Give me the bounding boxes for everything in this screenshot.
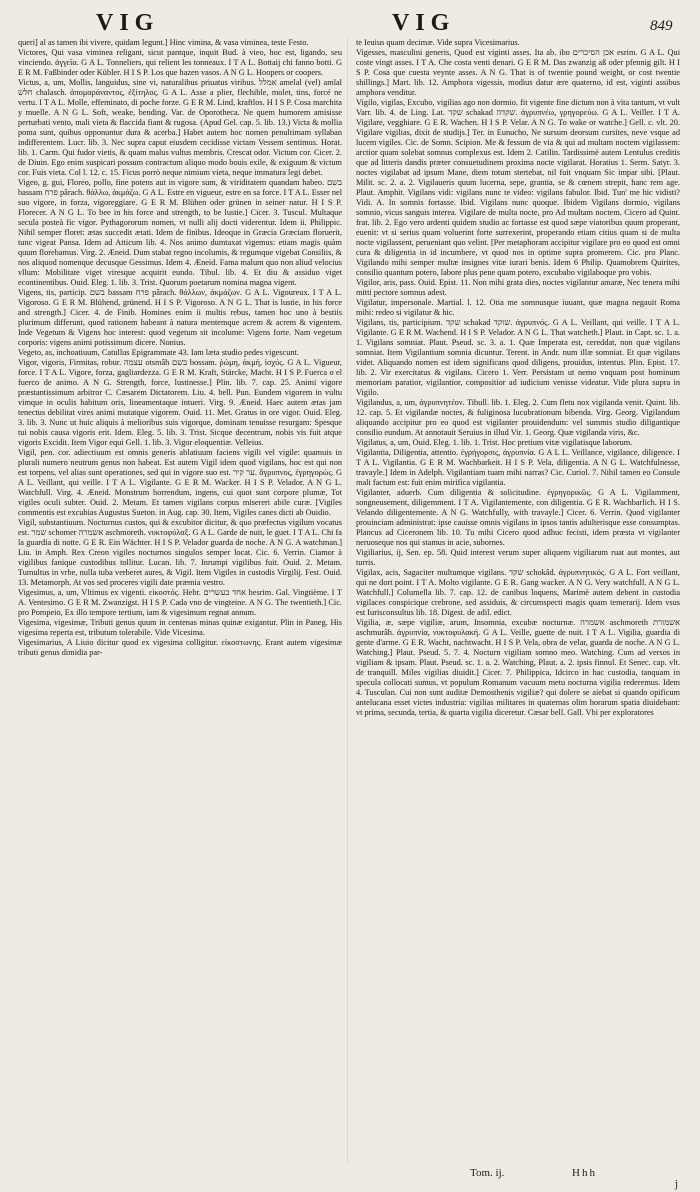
entry: Vigil, substantiuum. Nocturnus custos, qui & excubitor dicitur, & quo præfectus vigilum vocatus est. שמר schomer אשמרה aschmoreth. νυκτοφύλαξ. G A L. Garde de nuit, le guet. I T A L. Chi fa la guardia di notte. G E R. Ein Wächter. H I S P. Velador guarda de noche. A N G. A watchman.] Liu. in Amph. Rex Creon vigiles nocturnos singulos semper locat. Cic. 6. Verrin. Ciamor à vigilibus fanique custodibus tollitur. Lucan. lib. 7. Inrumpi vigilibus fuit. Ouid. 2. Metam. Tumultus in vrbe, nulla tuba verberet aures, & Vigil. Item Vigiles in custodis Virgilij. Fest. Ouid. 13. Metamorph. At vos sed proceres vigili date præmia vestro. (18, 518, 342, 587)
entry: Vigesimus, a, um, Vltimus ex vigenti. εἰκοστός. Hebr. אחד בעשרים hesrim. Gal. Vingtième. I T A. Ventesimo. G E R M. Zwanzigst. H I S P. Cada vno de vingteine. A N G. The twentieth.] Cic. pro Pompeio, Ex illo tempore tertium, iam & vigesimum regnat annum. (18, 588, 343, 617)
entry: Vigesses, masculini generis, Quod est viginti asses. Ita ab. ibo אכן הסיכרים esrim. G A L. Qui coste vingt asses. I T A. Che costa venti denari. G E R M. Das zwanzig aß oder pfennig gilt. H I S P. Cosa que cuesta veynte asses. A N G. That is of twentie pound weight, or cost twentie shillings.] Mart. lib. 12. Amphora vigessis, modius datur ære quaterno, id est, viginti assibus amphora venditur. (356, 48, 681, 97)
entry: Vegeto, as, inchoatiuum, Catullus Epigrammate 43. Iam læta studio pedes vigescunt. (18, 348, 299, 357)
running-head-left: VIG (96, 10, 160, 36)
entry: Vigilantia, Diligentia, attentio. ἐγρήγορσις, ἀγρυπνία. G A L L. Veillance, vigilance, diligence. I T A L. Vigilantia. G E R M. Wachbarkeit. H I S P. Vela, diligentia. A N G L. Watchfulnesse, travayle.] Idem in Adelph. Vigilantiam tuam mihi narras? Cic. Curiol. 7. Nihil tamen eo Consule mali factum est: fuit enim mirifica vigilantia. (356, 448, 680, 487)
entry: Vigesimarius, A Liuio dicitur quod ex vigesima colligitur. εἰκοστωνης. Erant autem vigesimæ tributi genus dimidia par- (18, 638, 342, 657)
entry: Vigesima, vigesimæ, Tributi genus quum in centenas minas quinæ exigantur. Plin in Paneg. His vigesima reperta est, tributum tolerabile. Vide Vicesima. (18, 618, 342, 637)
entry: Vigiliarius, ij, Sen. ep. 58. Quid interest verum super aliquem vigiliarum ruat aut montes, aut turris. (356, 548, 680, 567)
entry: Vigilans, tis, participium. שקד schakad שוקד. ἀγρυπνός. G A L. Veillant, qui veille. I T A L. Vigilante. G E R M. Wachend. H I S P. Velador. A N G L. That watcheth.] Plaut. in Capt. sc. 1. a. 1. Vigilans somniat. Plaut. Pseud. sc. 3. a. 1. Quæ Imperata est, cereddat, non quæ vigilans somniat. Item Vigilantium somnia dicuntur. Terent. in Andr. num illæ somniat. Et quæ vigilans videt. Aliquando nomen est idem significans quod diligens, prouidus, intentus. Plin. Epist. 17. lib. 2. Vir exercitatus & vigilans. Cicero 1. Verr. Persistam ut nemo vnquam post hominum memoriam paratior, vigilantior, compositior ad iudicium venisse videatur. Vide plura supra in Vigilo. (356, 318, 681, 397)
entry: Vigens, tis, particip. בשם bassam פרח pârach. θάλλων, ἀκμάζων. G A L. Vigoureux. I T A L. Vigoroso. G E R M. Blühend, grünend. H I S P. Vigoroso. A N G L. That is lustie, in his force and strength.] Cicer. 4. de Finib. Homines enim ii multis rebus, tamen hoc uno à bestiis plurimum differunt, quod rationem habeant à natura mentemque acrem & acrem & vigentem. Inde Vegetum & Vigens hoc interest: quod vegetum sit incolume: Vigens forte. Nam vegetum corporis: vigens animi potissimum dicere. Nonius. (18, 288, 342, 347)
right-column (356, 38, 680, 718)
catchword: j (675, 1178, 679, 1190)
entry: Vigeo, g. gui, Floreo, pollo, fine potens aut in vigore sum, & viriditatem quandam habeo. בשם bassam פרח pârach. θάλλω, ἀκμάζω. G A L. Estre en vigueur, estre en sa force. I T A L. Esser nel suo vigore, in forza, vigoreggiare. G E R M. Blühen oder grünen in seiner natur. H I S P. Florecer. A N G L. To bee in his force and strength, to be lustie.] Cicer. 3. Tuscul. Multaque secula posteà fic vigor. Pythagororum nomen, vt nulli alij docti viderentur. Idem ii. Philippic. Nihil semper floret: ætas succedit ætati. Idem de finibus. Ideoque in Græcia Græciam floruerit, tunc vigeat Pansa. Idem ad Atticum lib. 4. Nos animo dumtaxat vigemus: etiam magis quàm quum florebamus. Virg. 2. Æneid. Dum stabat regno incolumis, & regumque vigebat Consiliis, & nos aliquod nomenque decusque Gessimus. Idem 4. Æneid. Fama malum quo non aliud velocius vllum: Mobilitate viget viresque acquirit eundo. Tibul. lib. 4. Et diu & assiduo viget econtinentibus. Ouid. Eleg. 1. lib. 3. Trist. Quorum poetarum nomina magna vigent. (18, 178, 342, 287)
left-column (18, 38, 342, 658)
entry: Victus, a, um, Mollis, languidus, sine vi, naturalibus priuatus viribus. אמלל amelal (vel) amlal חלש chalasch. ἀπομαράναντος, ἐξίτηλος. G A L. Asse a plier, flechible, molet, tins, forcé ne vertu. I T A L. Molle, effeminato, di poche forze. G E R M. Lind, kraftlos. H I S P. Cosa marchita y muelle. A N G L. Soft, weake, bending. Var. de Oporotheca. Ne quem humorem amisisse perturbati vento, mali vieta & flaccida fiant & rugosa. (Apud Gel. cap. 5. lib. 13.) Victa & mollia poma sunt, quibus opponuntur dura & acerba.] Habet autem hoc nomen penultimam syllaban indifferentem. Lucr. lib. 3. Nec supra caput eiusdem cecidisse victam Vessem sentimus. Horat. lib. 1. Carm. Qui fudor vietis, & quam malus vultus membris. Crescat odor. Victum cor. Cicer. 2. de Diuin. Ego enim suspicari possum contractum aliquo modo bouis exile, & exiguum & victum cor. Fuis vieta. Col l. 12. c. 15. Ficus porrò neque nimium vieta, neque immatura legi debet. (18, 78, 342, 177)
signature-mark: Hhh (572, 1167, 597, 1179)
entry: Vigilia, æ, sæpe vigiliæ, arum, Insomnia, excubæ nocturnæ. אשמרה aschmoreth אשמורת aschmurâh. ἀγρυπνία, νυκτοφυλακή. G A L. Veille, guette de nuit. I T A L. Vigilia, guardia di gente d'arme. G E R. Wacht, nachtwacht. H I S P. Vela, obra de velar, guarda de noche. A N G L. Watching.] Plaut. Pseud. 5. 7. 4. Nocturn vigiliam somno meo. Watching. Cum ad versos in vigiliam & ipsam. Plaut. Pseud. sc. 1. a. 2. Watching, Plaut. a. 2. ipsis finnul. Et Senec. cap. vlt. de tranquill. Miles vigilias diuidit.] Cicer. 7. Philippica, Idcirco in hac custodia, tanquam in specula collocati sumus, vt populum Romanum vacuum metu nocturna vigilia rederemus. Idem 4. Tusculan. Cui non sunt auditæ Demosthenis vigiliæ? qui dolere se aiebat si quando opificum antelucana esset victes industria: vigilias militares in quaternas olim horarum spatia diuidebant: vt prima, secunda, tertia, & quarta vigilia diceretur. Cæsar bell. Gall. Vbi per exploratores (356, 618, 680, 717)
entry: Vigilatur, impersonale. Martial. l. 12. Otia me somnusque iuuant, quæ magna negauit Roma mihi: redeo si vigilatur & hic. (356, 298, 680, 317)
page-number: 849 (650, 18, 673, 34)
entry: Vigilandus, a, um, ἀγρυπνητέον. Tibull. lib. 1. Eleg. 2. Cum fletu nox vigilanda venit. Quint. lib. 12. cap. 5. Et vigilandæ noctes, & fuliginosa lucubrationum bibenda. Virg. Georg. Vigilandum aliquando accipitur pro eo quod est vigilanter prouidendum: vel summis studio diligantique consilio eundum. At annotauit Seruius in illud Vir. 1. Georg. Quæ vigilanda viris, &c. (356, 398, 680, 437)
entry: queri] al as tamen ibi vivere, quidam legunt.] Hinc vimina, & vasa viminea, teste Festo. (18, 38, 309, 47)
entry: Vigil, pen. cor. adiectiuum est omnis generis ablatiuum faciens vigili vel vigile: quamuis in plurali numero neutrum genus non habeat. Est autem Vigil idem quod vigilans, hoc est qui non est torpens, vel alias sunt operationes, sed qui in vigore suo est. ער קיר. ἄγρυπνος, ἐγρηγορώς. G A L. Veillant, qui veille. I T A L. Vigilante. G E R M. Wacker. H I S P. Velador. A N G L. Watchfull. Virg. 4. Æneid. Monstrum horrendum, ingens, cui quot sunt corpore plumæ, Tot vigiles oculi subter. Ouid. 2. Metam. Et tamen vigilans corpus misereri abile curæ. [Vigiles commentis est excubias Augustus Sueton. in Aug. cap. 30. Item, Vigiles canes dicti ab Ouidio. (18, 448, 342, 517)
entry: Vigilo, vigilas, Excubo, vigilias ago non dormio. fit vigente fine dictum non à vita tantum, vt vult Varr. lib. 4. de Ling. Lat. שקד schakad שקדה. ἀγρυπνέω, γρηγορεύω. G A L. Veiller. I T A. Vigilare, vegghiare. G E R. Wachen. H I S P. Velar. A N G. To wake or watche.] Gell. c. vlt. 20. Vigilare vigilias, dixit de studijs.] Ter. in Eunucho, Ne sursum deorsum cursites, neve vsque ad lucem vigiles. Cic. de Somn. Scipion. Me & fessum de via & qui ad multam noctem vigilassem: arctior quam solebat somnus complexus est. Idem 2. Catilin. Tardissimè autem Lentulus creditis que ad litteris dandis præter consuetudinem proxima nocte vigilarat. Horatius 1. Serm. Satyr. 3. noctes vigilabat ad ipsum Mane, diem totum stertebat, nil fuit vnquam Sic impar sibi. [Plaut. Milit. sc. 2. a. 2. Vigilaueris quum lucerna, sepe, grantia, se & cœnem strepit, hanc rem age. Plaut. Amphit. Vigilans vidi: vigilans nunc te video: vigilans fabulor. Ibid. Tun' me hic vidisti? Vidi. A. In somnis fortasse. Ibid. Vigilans nunc quoque. Ibidem Vigilans dormio, vigilans somnio, vicus sanguis interea. Vigilare de multa nocte, pro Ad multam noctem. Cicero ad Quint. frat. lib. 2. Ego vero ardenti quidem studio ac fortasse est quod sæpe viatoribus quum properant, euenit: vt si serius quam voluerint forte surrexerint, properando etiam citius quam si de multa nocte vigilassent, perueniant quo velint. [Per metaphoram accipitur vigilare pro eo quod est omni cura & diligentia in id incumbere, vt quod nos in optime supra promerem. Cic. pro Planc. Vigilando mihi semper multæ insignes vitæ iurari benis. Idem 6 Philip. Quamobrem Quirites, consilio quantum potero, labore plus pene quam potero, excubabo vigilaboque pro vobis. (356, 98, 681, 277)
column-divider (347, 38, 348, 1163)
entry: Vigilor, aris, pass. Ouid. Epist. 11. Non mihi grata dies, noctes vigilantur amaræ, Nec tenera mihi mitti pectore somnus adest. (356, 278, 680, 297)
entry: Vigor, vigoris, Firmitas, robur. עצמה otsmâh בשם bossam. ῥώμη, ἀκμή, ἰσχύς. G A L. Vigueur, force. I T A L. Vigore, forza, gagliardezza. G E R M. Kraft, Stärcke, Macht. H I S P. Fuerca o el fuerco de animo. A N G. Strength, force, lustinesse.] Plin. lib. 7. cap. 25. Animi vigore præstantissimum arbitror C. Cæsarem Dictatorem. Liu. 4. bell. Pun. Eundem vigorem in vultu vimque in oculis habitum oris, lineamentaque intueri. Virg. 9. Æneid. Haec autem ætas jam tenectus debilitat vires animi mutatque vigorem. Ouid. 11. Met. Gratus in ore vigor. Ouid. Eleg. 3. lib. 3. Nunc ut huic aliquis à melioribus suis vigorque, dominam tenuisse resurgam: Spesque tui nobis causa vigoris erit. Idem. Eleg. 5. lib. 3. Trist. Sicque decentrum, nobis vis fuit atque vigoris Excidit. Item Vigor equi Gell. 1. lib. 3. Vigor eloquentiæ. Velleius. (18, 358, 342, 447)
entry: Vigilanter, aduerb. Cum diligentia & solicitudine. ἐγρηγορικῶς. G A L. Vigilamment, songneusement, diligemment. I T A. Vigilantemente, con diligentia. G E R. Wachbarlich. H I S. Velando diligentemente. A N G. Watchfully, with travayle.] Cicer. 6. Verrin. Quod vigilanter prouinciam administrat: ipse cauisse omnis vigilans in ipsos tantis adulterisque esse consumptas. Plancus ad Ciceronem lib. 10. Tu mihi Cicero quod adhuc fecisti, idem præsta vt vigilanter neruoseque nos qui stamus in acie, subornes. (356, 488, 680, 547)
entry: Victores, Qui vasa viminea religant, sicut pantque, inquit Bud. à vieo, hoc est, ligando, seu vinciendo. ἀγγεῖα. G A L. Tonneliers, qui relient les tonneaux. I T A L. Bottaij chi fanno botti. G E R M. Faßbinder oder Kübler. H I S P. Los que hazen vasos. A N G L. Hoopers or coopers. (18, 48, 342, 77)
entry: te Ieuius quam decimæ. Vide supra Vicesimarius. (356, 38, 520, 47)
running-head-right: VIG (392, 10, 456, 36)
volume-mark: Tom. ij. (470, 1167, 505, 1179)
entry: Vigilatus, a, um, Ouid. Eleg. 1. lib. 1. Trist. Hoc pretium vitæ vigilatisque laborum. (356, 438, 633, 447)
entry: Vigilax, acis, Sagaciter multumque vigilans. שקד schokâd. ἀγρυπνητικός. G A L. Fort veillant, qui ne dort point. I T A. Molto vigilante. G E R. Gang wacker. A N G. Very watchfull. A N G L. Watchfull.] Columella lib. 7. cap. 12. de canibus loquens, Marimè autem debent in custodia vigilaces conspicique crebrone, sed assiduis, & circumspecti magis quam temerarij. Idem vsus est Iurisconsultus lib. 18. Digest. de adil. edict. (356, 568, 680, 617)
